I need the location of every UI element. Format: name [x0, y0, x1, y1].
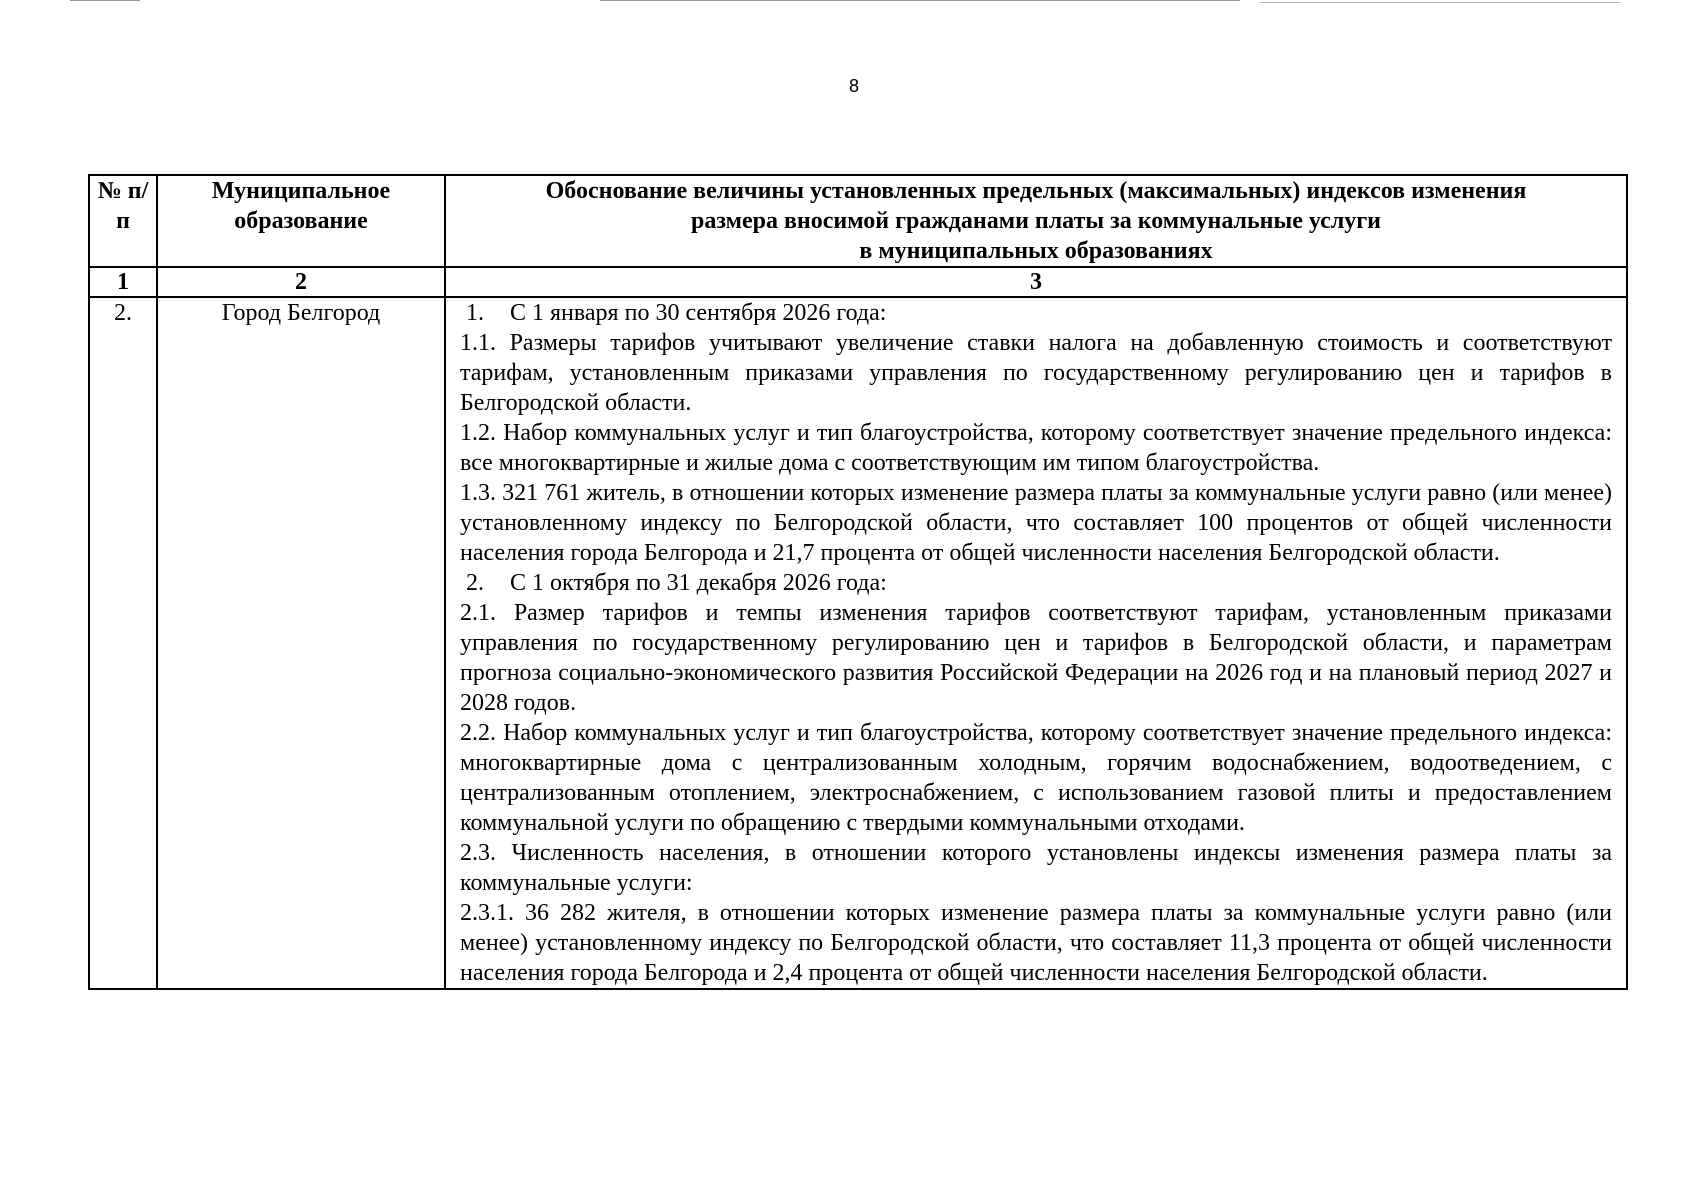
column-number-row [89, 267, 1627, 297]
scan-edge-line [600, 0, 1240, 1]
column-number: 2 [157, 267, 445, 297]
period-heading [460, 568, 1612, 598]
justification-cell [445, 297, 1627, 989]
justification-paragraph: 2.1. Размер тарифов и темпы изменения тарифов соответствуют тарифам, установленным приказами управления по государственному регулированию цен и тарифов в Белгородской области, и параметрам прогноза социально-экономического развития Российской Федерации на 2026 год и на плановый период 2027 и 2028 годов. [460, 600, 1612, 716]
header-number-label: № п/п [97, 178, 149, 234]
period-text: С 1 октября по 31 декабря 2026 года: [510, 570, 887, 596]
column-number: 3 [445, 267, 1627, 297]
period-heading [460, 298, 1612, 328]
header-municipality [157, 175, 445, 267]
justification-paragraph: 1.2. Набор коммунальных услуг и тип благоустройства, которому соответствует значение предельного индекса: все многоквартирные и жилые дома с соответствующим им типом благоустройства. [460, 420, 1612, 476]
justification-paragraph: 1.1. Размеры тарифов учитывают увеличение ставки налога на добавленную стоимость и соответствуют тарифам, установленным приказами управления по государственному регулированию цен и тарифов в Белгородской области. [460, 330, 1612, 416]
scan-edge-line [1260, 2, 1620, 3]
scan-edge-line [70, 0, 140, 1]
page-number: 8 [848, 76, 859, 96]
period-text: С 1 января по 30 сентября 2026 года: [510, 300, 887, 326]
header-municipality-label: Муниципальное образование [211, 178, 391, 234]
justification-paragraph: 1.3. 321 761 житель, в отношении которых изменение размера платы за коммунальные услуги равно (или менее) установленному индексу по Белгородской области, что составляет 100 процентов от общей численности населения города Белгорода и 21,7 процента от общей численности населения Белгородской области. [460, 480, 1612, 566]
header-justification [445, 175, 1627, 267]
period-number: 1. [466, 300, 484, 326]
column-number: 1 [89, 267, 157, 297]
header-number [89, 175, 157, 267]
justification-paragraph: 2.3.1. 36 282 жителя, в отношении которых изменение размера платы за коммунальные услуги равно (или менее) установленному индексу по Белгородской области, что составляет 11,3 процента от общей численности населения города Белгорода и 2,4 процента от общей численности населения Белгородской области. [460, 900, 1612, 986]
header-justification-line: в муниципальных образованиях [859, 238, 1213, 264]
period-number: 2. [466, 570, 484, 596]
table-header-row [89, 175, 1627, 267]
municipality-name: Город Белгород [157, 297, 445, 989]
justification-paragraph: 2.3. Численность населения, в отношении которого установлены индексы изменения размера платы за коммунальные услуги: [460, 840, 1612, 896]
header-justification-line: Обоснование величины установленных предельных (максимальных) индексов изменения [545, 178, 1527, 204]
table-row [89, 297, 1627, 989]
header-justification-line: размера вносимой гражданами платы за коммунальные услуги [690, 208, 1382, 234]
row-number: 2. [89, 297, 157, 989]
justification-table [88, 174, 1628, 990]
justification-paragraph: 2.2. Набор коммунальных услуг и тип благоустройства, которому соответствует значение предельного индекса: многоквартирные дома с централизованным холодным, горячим водоснабжением, водоотведением, с централизованным отоплением, электроснабжением, с использованием газовой плиты и предоставлением коммунальной услуги по обращению с твердыми коммунальными отходами. [460, 720, 1612, 836]
